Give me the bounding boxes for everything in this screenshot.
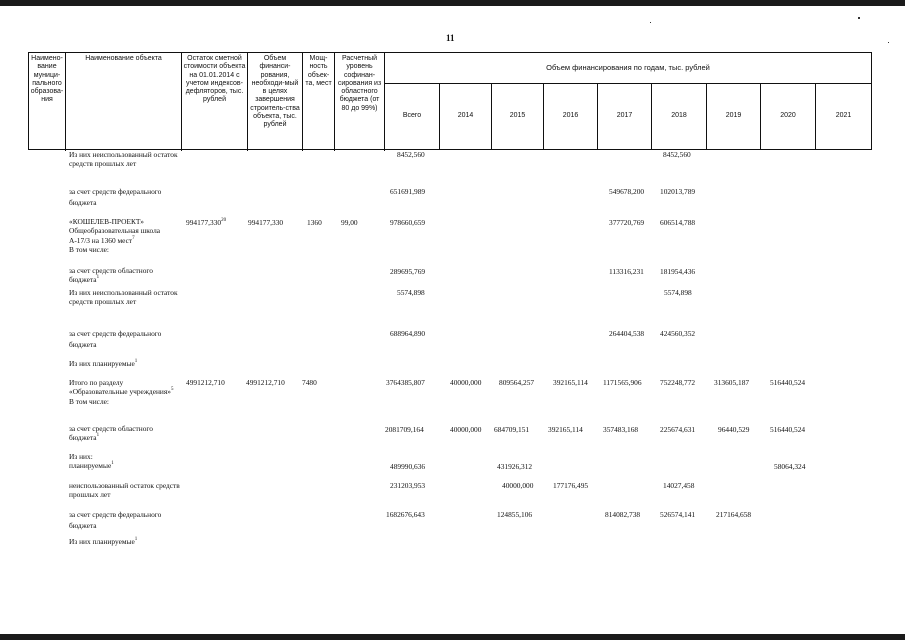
cell-2017: 1171565,906	[603, 378, 642, 387]
cell-cofinancing: 99,00	[341, 218, 358, 227]
cell-2020: 58064,324	[774, 462, 806, 471]
header-total: Всего	[385, 84, 440, 150]
cell-volume: 994177,330	[248, 218, 284, 227]
row-label: Из них планируемые$^1$	[69, 537, 138, 546]
header-year-2018: 2018	[652, 84, 707, 150]
cell-2019: 313605,187	[714, 378, 750, 387]
cell-total: 2081709,164	[385, 425, 424, 434]
row-label: Из них неиспользованный остаток средств прошлых лет	[69, 150, 178, 169]
cell-2018: 181954,436	[660, 267, 696, 276]
cell-2015: 124855,106	[497, 510, 533, 519]
header-object: Наименование объекта	[66, 53, 182, 150]
row-label: неиспользованный остаток средств прошлых лет	[69, 481, 180, 500]
row-label: за счет средств федерального бюджета	[69, 510, 162, 530]
header-financing-group: Объем финансирования по годам, тыс. рублей	[385, 53, 872, 84]
header-year-2016: 2016	[544, 84, 598, 150]
header-year-2020: 2020	[761, 84, 816, 150]
cell-2017: 357483,168	[603, 425, 639, 434]
header-year-2021: 2021	[816, 84, 872, 150]
column-tick	[302, 149, 303, 151]
cell-2017: 113316,231	[609, 267, 644, 276]
header-cofinancing: Расчетный уровень софинан-сирования из областного бюджета (от 80 до 99%)	[335, 53, 385, 150]
cell-total: 489990,636	[390, 462, 426, 471]
column-tick	[65, 149, 66, 151]
cell-2016: 177176,495	[553, 481, 589, 490]
header-year-2019: 2019	[707, 84, 761, 150]
cell-2018: 5574,898	[664, 288, 692, 297]
cell-2015: 431926,312	[497, 462, 533, 471]
row-label: Из них планируемые$^1$	[69, 359, 138, 368]
cell-2018: 225674,631	[660, 425, 696, 434]
cell-total: 231203,953	[390, 481, 426, 490]
header-remaining: Остаток сметной стоимости объекта на 01.01.2014 с учетом индексов-дефляторов, тыс. рублей	[182, 53, 248, 150]
cell-2014: 40000,000	[450, 425, 482, 434]
cell-2019: 217164,658	[716, 510, 752, 519]
cell-2019: 96440,529	[718, 425, 750, 434]
cell-2015: 809564,257	[499, 378, 535, 387]
column-tick	[181, 149, 182, 151]
cell-remaining: 4991212,710	[186, 378, 225, 387]
page-number: 11	[446, 33, 455, 43]
cell-total: 3764385,807	[386, 378, 425, 387]
scan-speck	[650, 22, 651, 23]
header-capacity: Мощ-ность объек-та, мест	[303, 53, 335, 150]
cell-2018: 606514,788	[660, 218, 696, 227]
cell-total: 1682676,643	[386, 510, 425, 519]
cell-2018: 424560,352	[660, 329, 696, 338]
cell-total: 688964,890	[390, 329, 426, 338]
header-year-2014: 2014	[440, 84, 492, 150]
header-year-2015: 2015	[492, 84, 544, 150]
column-tick	[384, 149, 385, 151]
cell-total: 8452,560	[397, 150, 425, 159]
cell-2015: 40000,000	[502, 481, 534, 490]
cell-total: 978660,659	[390, 218, 426, 227]
cell-2018: 526574,141	[660, 510, 696, 519]
row-label: за счет средств областного бюджета$^1$	[69, 266, 153, 285]
cell-total: 5574,898	[397, 288, 425, 297]
column-tick	[334, 149, 335, 151]
cell-2017: 377720,769	[609, 218, 645, 227]
cell-2018: 752248,772	[660, 378, 696, 387]
row-label: за счет средств федерального бюджета	[69, 329, 162, 349]
table-header	[28, 52, 872, 150]
scan-speck	[858, 17, 860, 19]
row-label: Из них: планируемые$^1$	[69, 452, 114, 471]
cell-2018: 8452,560	[663, 150, 691, 159]
cell-2020: 516440,524	[770, 425, 806, 434]
cell-2016: 392165,114	[553, 378, 588, 387]
cell-remaining: 994177,330$^{20}$	[186, 218, 227, 227]
header-volume: Объем финанси-рования, необходи-мый в целях завершения строитель-ства объекта, тыс. рублей	[248, 53, 303, 150]
cell-2014: 40000,000	[450, 378, 482, 387]
row-label: за счет средств областного бюджета$^1$	[69, 424, 153, 443]
column-tick	[247, 149, 248, 151]
row-label: за счет средств федерального бюджета	[69, 187, 162, 207]
cell-volume: 4991212,710	[246, 378, 285, 387]
row-label: «КОШЕЛЕВ-ПРОЕКТ» Общеобразовательная школа А-17/3 на 1360 мест$^7$ В том числе:	[69, 217, 161, 255]
cell-total: 651691,989	[390, 187, 426, 196]
cell-2017: 549678,200	[609, 187, 645, 196]
top-scan-border	[0, 0, 905, 6]
cell-total: 289695,769	[390, 267, 426, 276]
cell-2017: 264404,538	[609, 329, 645, 338]
row-label: Из них неиспользованный остаток средств прошлых лет	[69, 288, 178, 307]
row-label: Итого по разделу «Образовательные учреждения»$^5$ В том числе:	[69, 378, 174, 406]
header-municipality: Наимено-вание муници-пального образова-ния	[29, 53, 66, 150]
cell-capacity: 1360	[307, 218, 322, 227]
cell-2020: 516440,524	[770, 378, 806, 387]
scan-speck	[888, 42, 889, 43]
cell-2018: 14027,458	[663, 481, 695, 490]
cell-capacity: 7480	[302, 378, 317, 387]
cell-2018: 102013,789	[660, 187, 696, 196]
cell-2015: 684709,151	[494, 425, 530, 434]
cell-2016: 392165,114	[548, 425, 583, 434]
cell-2017: 814082,738	[605, 510, 641, 519]
bottom-scan-border	[0, 634, 905, 640]
header-year-2017: 2017	[598, 84, 652, 150]
